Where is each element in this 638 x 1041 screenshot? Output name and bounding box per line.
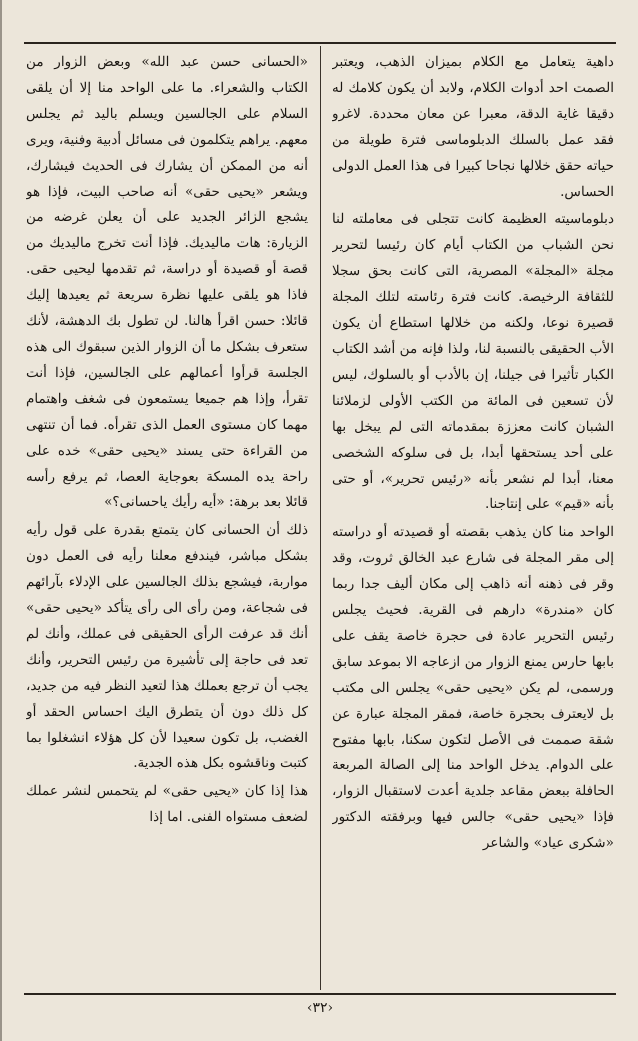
bottom-rule (24, 993, 616, 995)
right-column (332, 50, 614, 988)
paragraph: داهية يتعامل مع الكلام بميزان الذهب، ويعتبر الصمت احد أدوات الكلام، ولابد أن يكون كلامك له دقيقا غاية الدقة، معبرا عن معان محددة. لاغرو فقد عمل بالسلك الدبلوماسى فترة طويلة من حياته حقق خلالها نجاحا كبيرا فى هذا العمل الدولى الحساس. (332, 54, 614, 200)
paragraph: «الحسانى حسن عبد الله» وبعض الزوار من الكتاب والشعراء. ما على الواحد منا إلا أن يلقى السلام على الجالسين ويسلم باليد ثم يجلس معهم. يراهم يتكلمون فى مسائل أدبية وفنية، ويرى أنه من الممكن أن يشارك فى الحديث فيشارك، ويشعر «يحيى حقى» أنه صاحب البيت، فإذا هو يشجع الزائر الجديد على أن يعلن غرضه من الزيارة: هات ماليديك. فإذا أنت تخرج ماليديك من قصة أو قصيدة أو دراسة، ثم تقدمها ليحيى حقى. فاذا هو يلقى عليها نظرة سريعة ثم يعيدها إليك قائلا: حسن اقرأ هالنا. لن تطول بك الدهشة، لأنك ستعرف بشكل ما أن الزوار الذين سبقوك الى هذه الجلسة قرأوا أعمالهم على الجالسين، فإذا أنت تقرأ، وإذا هم جميعا يستمعون فى شغف واهتمام مهما كان مستوى العمل الذى تقرأه. فما أن تنتهى من القراءة حتى يسند «يحيى حقى» خده على راحة يده المسكة بعوجاية العصا، ثم يرفع رأسه قائلا بعد برهة: «أيه رأيك ياحسانى؟» (26, 54, 308, 511)
left-column (26, 50, 308, 988)
paragraph: الواحد منا كان يذهب بقصته أو قصيدته أو دراسته إلى مقر المجلة فى شارع عبد الخالق ثروت، وقد وقر فى ذهنه أنه ذاهب إلى مكان أليف جدا ربما كان «مندرة» دارهم فى القرية. فحيث يجلس رئيس التحرير عادة فى حجرة خاصة يقف على بابها حارس يمنع الزوار من ازعاجه الا بموعد سابق ورسمى، لم يكن «يحيى حقى» يجلس الى مكتب بل لايعترف بحجرة خاصة، فمقر المجلة عبارة عن شقة صممت فى الأصل لتكون سكنا، بابها مفتوح على الدوام. يدخل الواحد منا إلى الصالة المربعة الحافلة ببعض مقاعد جلدية أعدت لاستقبال الزوار، فإذا «يحيى حقى» جالس فيها وبرفقته الدكتور «شكرى عياد» والشاعر (332, 524, 614, 852)
paragraph: ذلك أن الحسانى كان يتمتع بقدرة على قول رأيه بشكل مباشر، فيندفع معلنا رأيه فى العمل دون مواربة، فيشجع بذلك الجالسين على الإدلاء بآرائهم فى شجاعة، ومن رأى الى رأى يتأكد «يحيى حقى» أنك قد عرفت الرأى الحقيقى فى عملك، وأنك لم تعد فى حاجة إلى تأشيرة من رئيس التحرير، وأنك يجب أن ترجع بعملك هذا لتعيد النظر فيه من جديد، كل ذلك دون أن يتطرق اليك احساس الحقد أو الغضب، بل تكون سعيدا لأن كل هؤلاء انشغلوا بما كتبت وناقشوه بكل هذه الجدية. (26, 522, 308, 772)
top-rule (24, 42, 616, 44)
paragraph: دبلوماسيته العظيمة كانت تتجلى فى معاملته لنا نحن الشباب من الكتاب أيام كان رئيسا لتحرير مجلة «المجلة» المصرية، التى كانت بحق سجلا للثقافة الرخيصة. كانت فترة رئاسته لتلك المجلة قصيرة نوعا، ولكنه من خلالها استطاع أن يكون الأب الحقيقى بالنسبة لنا، ولذا فإنه من أشد الكتاب الكبار تأثيرا فى جيلنا، إن بالأدب أو بالسلوك، ليس لأن تسعين فى المائة من الكتب الأولى لزملائنا الشبان كانت معززة بمقدماته التى لم يبخل بها على أحد يستحقها أبدا، بل فى سلوكه الشخصى معنا، أبدا لم نشعر بأنه «رئيس تحرير»، أو حتى بأنه «قيم» على إنتاجنا. (332, 211, 614, 513)
column-divider (320, 46, 321, 990)
paragraph: هذا إذا كان «يحيى حقى» لم يتحمس لنشر عملك لضعف مستواه الفنى. اما إذا (26, 783, 308, 826)
page-number: ‹٣٢› (306, 1000, 334, 1016)
